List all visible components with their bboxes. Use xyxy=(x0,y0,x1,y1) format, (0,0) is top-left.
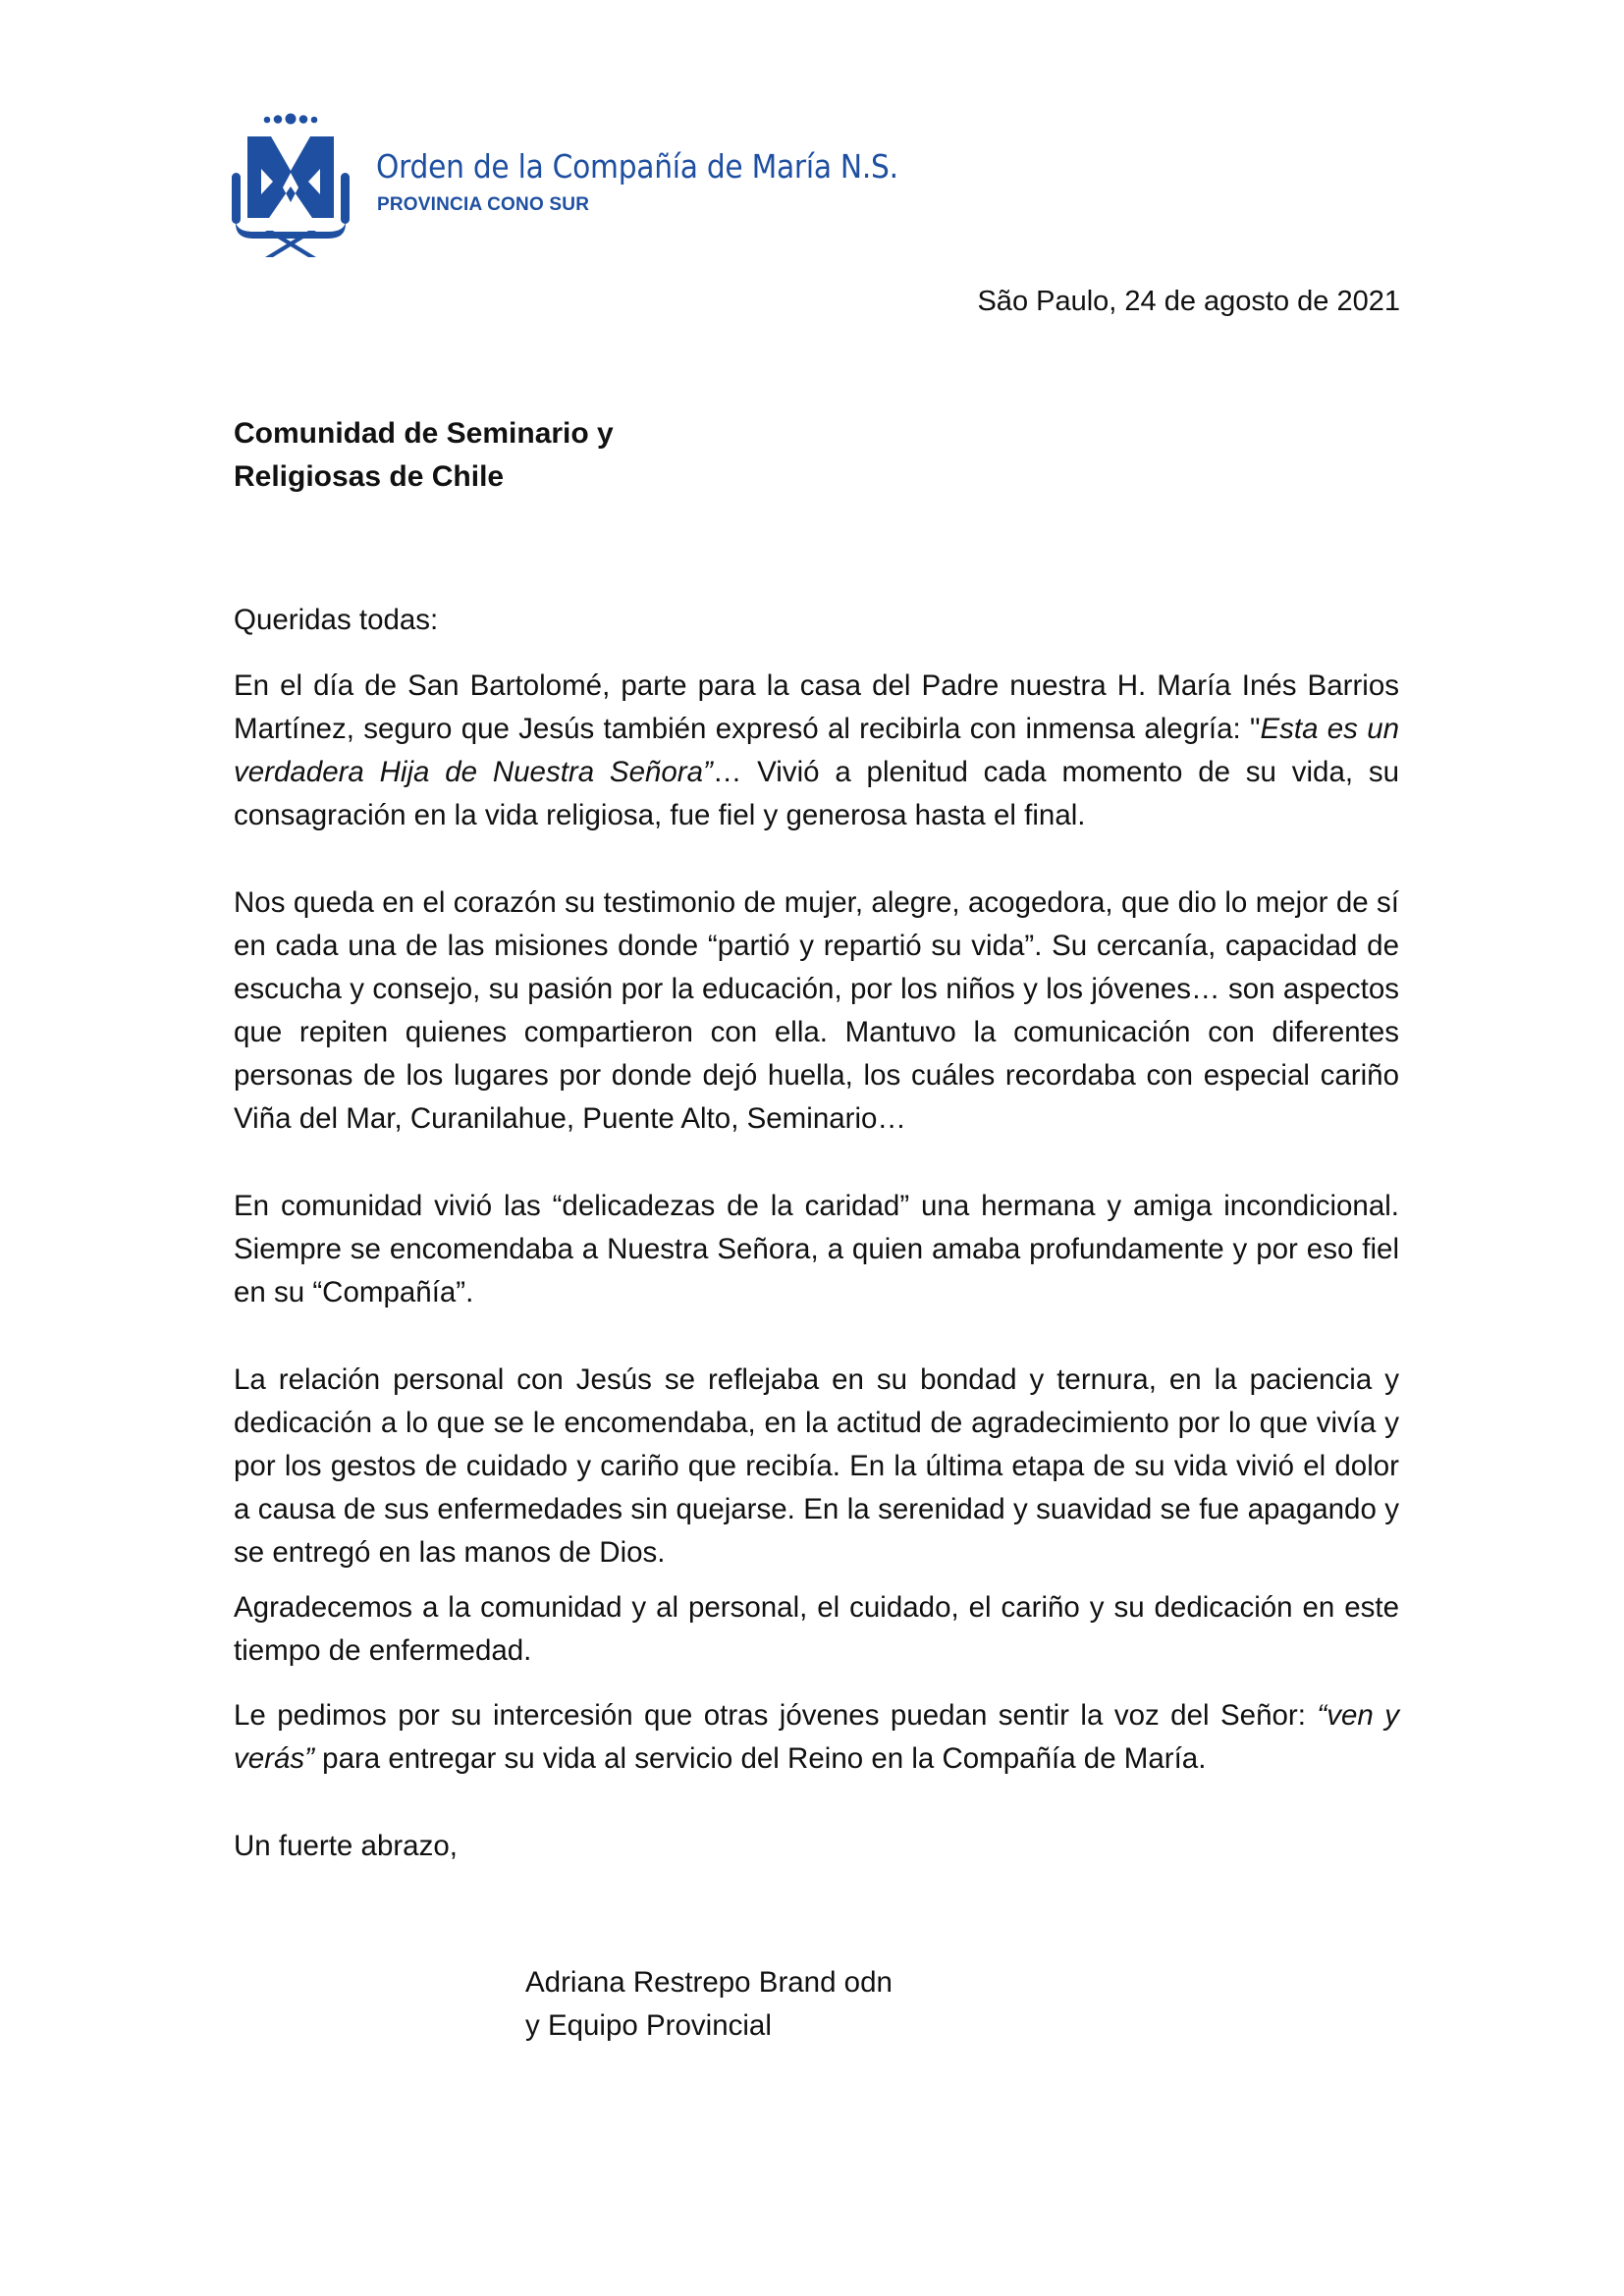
paragraph-text: … Vivió a plenitud cada momento de su vida, su consagración en la vida religiosa, fue fiel y generosa hasta el final. xyxy=(234,756,1400,831)
paragraph-text: para entregar su vida al servicio del Reino en la Compañía de María. xyxy=(313,1742,1207,1775)
compania-de-maria-monogram-icon xyxy=(226,110,355,259)
paragraph-2 xyxy=(234,881,1399,1141)
paragraph-text: Agradecemos a la comunidad y al personal, el cuidado, el cariño y su dedicación en este tiempo de enfermedad. xyxy=(234,1591,1399,1667)
signature-block xyxy=(525,1961,893,2048)
paragraph-quote: Esta es un verdadera Hija de Nuestra Señora” xyxy=(234,713,1400,788)
recipient-line-1: Comunidad de Seminario y xyxy=(234,417,614,450)
letter-date: São Paulo, 24 de agosto de 2021 xyxy=(977,286,1400,317)
paragraph-1 xyxy=(234,665,1399,837)
paragraph-text: En comunidad vivió las “delicadezas de la caridad” una hermana y amiga incondicional. Siempre se encomendaba a Nuestra Señora, a quien amaba profundamente y por eso fiel en su “Compañía”. xyxy=(234,1190,1399,1308)
organization-province: PROVINCIA CONO SUR xyxy=(377,194,590,215)
paragraph-text: La relación personal con Jesús se reflejaba en su bondad y ternura, en la paciencia y dedicación a lo que se le encomendaba, en la actitud de agradecimiento por lo que vivía y por los gestos de cuidado y cariño que recibía. En la última etapa de su vida vivió el dolor a causa de sus enfermedades sin quejarse. En la serenidad y suavidad se fue apagando y se entregó en las manos de Dios. xyxy=(234,1363,1399,1569)
paragraph-text: Nos queda en el corazón su testimonio de mujer, alegre, acogedora, que dio lo mejor de sí en cada una de las misiones donde “partió y repartió su vida”. Su cercanía, capacidad de escucha y consejo, su pasión por la educación, por los niños y los jóvenes… son aspectos que repiten quienes compartieron con ella. Mantuvo la comunicación con diferentes personas de los lugares por donde dejó huella, los cuáles recordaba con especial cariño Viña del Mar, Curanilahue, Puente Alto, Seminario… xyxy=(234,886,1399,1135)
paragraph-text: En el día de San Bartolomé, parte para la casa del Padre nuestra H. María Inés Barrios Martínez, seguro que Jesús también expresó al recibirla con inmensa alegría: " xyxy=(234,669,1399,745)
signature-team: y Equipo Provincial xyxy=(525,2009,772,2042)
paragraph-3 xyxy=(234,1185,1399,1314)
recipient-line-2: Religiosas de Chile xyxy=(234,460,505,493)
paragraph-6 xyxy=(234,1694,1399,1781)
paragraph-text: Le pedimos por su intercesión que otras jóvenes puedan sentir la voz del Señor: xyxy=(234,1699,1318,1732)
salutation: Queridas todas: xyxy=(234,604,439,636)
recipient-block xyxy=(234,412,614,499)
organization-name: Orden de la Compañía de María N.S. xyxy=(376,147,898,186)
paragraph-5 xyxy=(234,1586,1399,1673)
paragraph-4 xyxy=(234,1359,1399,1575)
closing: Un fuerte abrazo, xyxy=(234,1830,458,1862)
signature-name: Adriana Restrepo Brand odn xyxy=(525,1966,893,1999)
paragraph-quote: “ven y verás” xyxy=(234,1699,1399,1775)
